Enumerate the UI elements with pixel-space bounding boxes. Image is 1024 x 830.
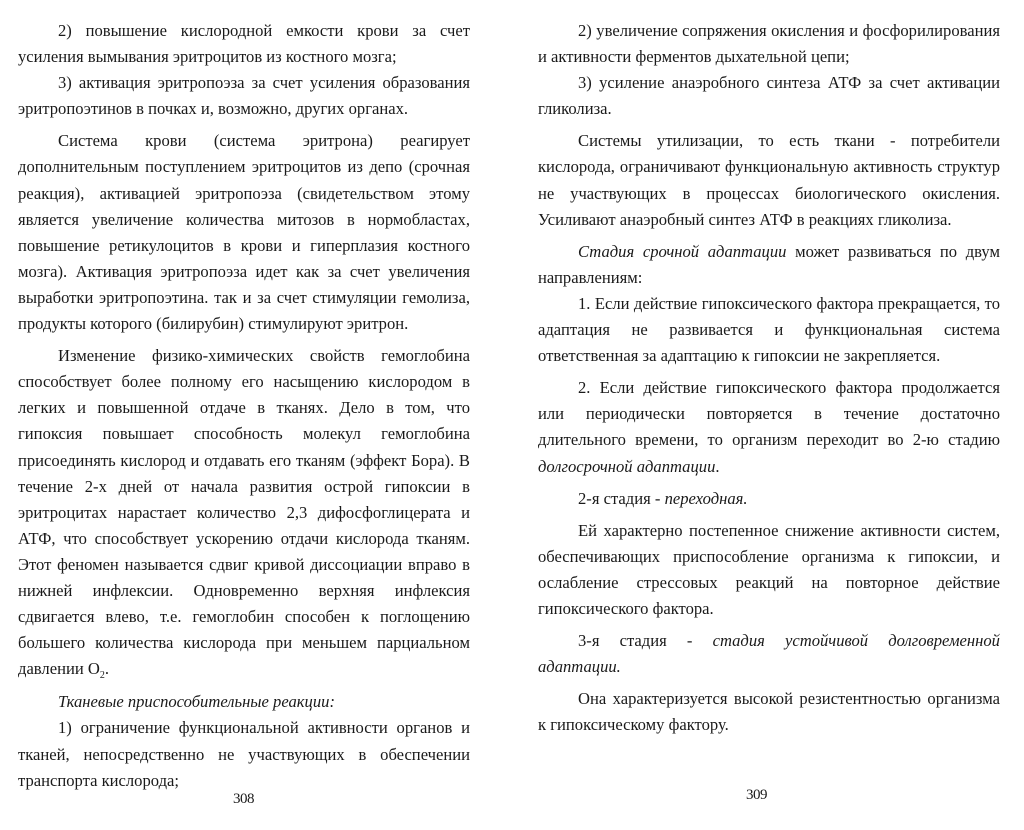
list-item-3-right: 3) усиление анаэробного синтеза АТФ за счет активации гликолиза. xyxy=(538,73,1000,119)
paragraph-hemoglobin xyxy=(18,343,470,689)
stage-2-label: 2-я стадия - xyxy=(578,488,665,508)
page-number-left: 308 xyxy=(233,791,254,807)
paragraph-utilization-systems: Системы утилизации, то есть ткани - потребители кислорода, ограничивают функциональную активность структур не участвующих в процессах биологического окисления. Усиливают анаэробный синтез АТФ в реакциях гликолиза. xyxy=(538,131,1000,229)
urgent-stage-term: Стадия срочной адаптации xyxy=(578,241,787,261)
right-page-text xyxy=(538,18,1000,744)
page-number-right: 309 xyxy=(746,787,767,803)
left-page-text xyxy=(18,18,470,794)
direction-2-text: 2. Если действие гипоксического фактора продолжается или периодически повторяется в течение достаточно длительного времени, то организм переходит во 2-ю стадию xyxy=(538,378,1000,450)
paragraph-urgent-stage xyxy=(538,239,1000,291)
stage-2-description: Ей характерно постепенное снижение активности систем, обеспечивающих приспособление организма к гипоксии, и ослабление стрессовых реакций на повторное действие гипоксического фактора. xyxy=(538,520,1000,618)
tissue-reactions-heading xyxy=(18,689,470,715)
tissue-reactions-heading-text: Тканевые приспособительные реакции: xyxy=(58,692,335,712)
stage-2-term: переходная. xyxy=(664,488,748,508)
direction-2 xyxy=(538,375,1000,479)
paragraph-hemoglobin-end: . xyxy=(104,659,109,679)
direction-2-end: . xyxy=(715,456,720,476)
urgent-stage-rest: может развиваться по двум направлениям: xyxy=(538,241,1001,287)
list-item-2: 2) повышение кислородной емкости крови за счет усиления вымывания эритроцитов из костного мозга; xyxy=(18,21,470,67)
direction-2-term: долгосрочной адаптации xyxy=(538,456,716,476)
stage-3-description: Она характеризуется высокой резистентностью организма к гипоксическому фактору. xyxy=(538,689,1000,735)
direction-1: 1. Если действие гипоксического фактора прекращается, то адаптация не развивается и функциональная система ответственная за адаптацию к гипоксии не закрепляется. xyxy=(538,293,1000,366)
list-item-2-right: 2) увеличение сопряжения окисления и фосфорилирования и активности ферментов дыхательной цепи; xyxy=(538,21,1000,67)
stage-3-heading xyxy=(538,628,1000,680)
stage-3-label: 3-я стадия - xyxy=(578,631,713,651)
paragraph-hemoglobin-text: Изменение физико-химических свойств гемоглобина способствует более полному его насыщению кислородом в легких и повышенной отдаче в тканях. Дело в том, что гипоксия повышает способность молекул гемоглобина присоединять кислород и отдавать его тканям (эффект Бора). В течение 2-х дней от начала развития острой гипоксии в эритроцитах нарастает количество 2,3 дифосфоглицерата и АТФ, что способствует ускорению отдачи кислорода тканям. Этот феномен называется сдвиг кривой диссоциации вправо в нижней инфлексии. Одновременно верхняя инфлексия сдвигается влево, т.е. гемоглобин способен к поглощению большего количества кислорода при меньшем парциальном давлении О xyxy=(18,346,470,679)
right-page xyxy=(512,0,1024,830)
o2-subscript: 2 xyxy=(99,670,105,682)
stage-2-heading xyxy=(538,486,1000,512)
stage-3-term: стадия устойчивой долговременной адаптации. xyxy=(538,631,1000,677)
list-item-1: 1) ограничение функциональной активности органов и тканей, непосредственно не участвующих в обеспечении транспорта кислорода; xyxy=(18,718,470,790)
list-item-3: 3) активация эритропоэза за счет усиления образования эритропоэтинов в почках и, возможно, других органах. xyxy=(18,73,470,119)
paragraph-blood-system: Система крови (система эритрона) реагирует дополнительным поступлением эритроцитов из депо (срочная реакция), активацией эритропоэза (свидетельством этому является увеличение количества митозов в нормобластах, повышение ретикулоцитов в крови и гиперплазия костного мозга). Активация эритропоэза идет как за счет увеличения выработки эритропоэтина. так и за счет стимуляции гемолиза, продукты которого (билирубин) стимулируют эритрон. xyxy=(18,131,470,334)
